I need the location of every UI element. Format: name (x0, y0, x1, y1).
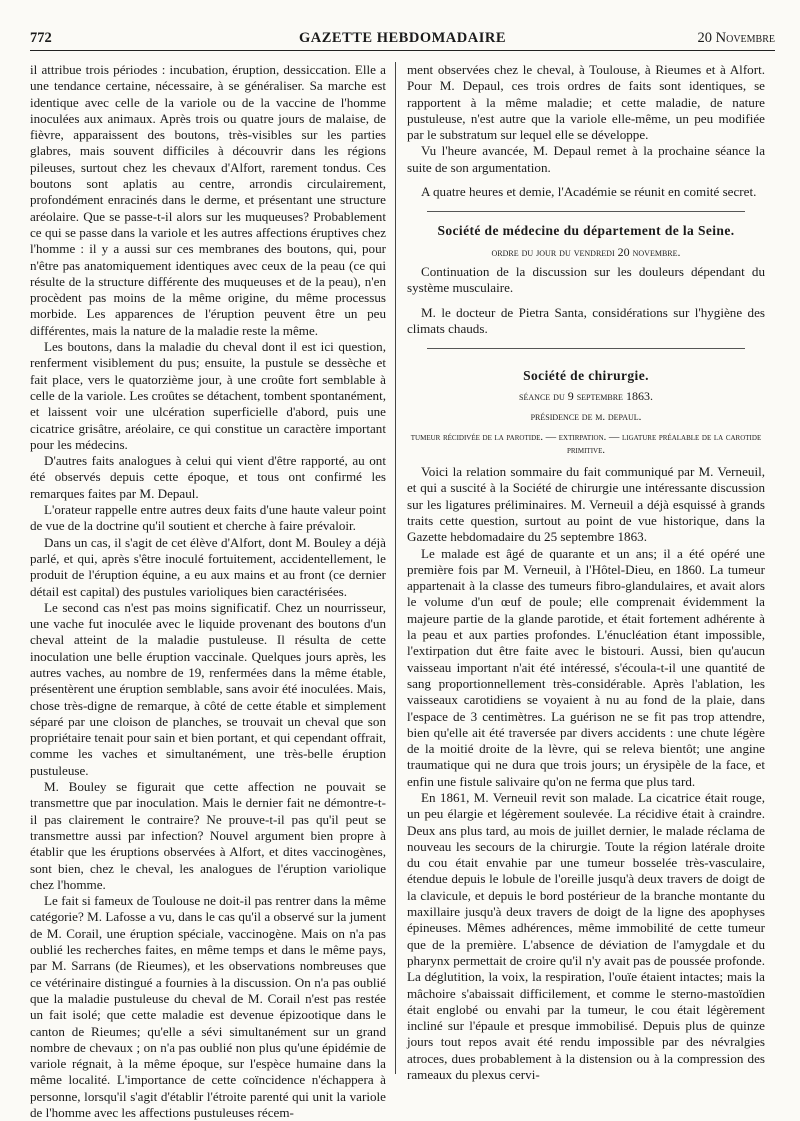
left-column (30, 62, 386, 1120)
paragraph: ment observées chez le cheval, à Toulouse, à Rieumes et à Alfort. Pour M. Depaul, ces trois ordres de faits sont identiques, se rapportent à la même maladie; et cette maladie, de nature pustuleuse, n'est autre que la variole elle-même, un peu modifiée par le substratum sur lequel elle se développe. (407, 62, 765, 143)
page-number: 772 (30, 30, 52, 46)
paragraph: Dans un cas, il s'agit de cet élève d'Alfort, dont M. Bouley a déjà parlé, et qui, après s'être inoculé fortuitement, accidentellement, le produit de l'éruption équine, a eu aux mains et au front (ce dernier détail est capital) des pustules varioliques bien caractérisées. (30, 534, 386, 599)
issue-date: 20 Novembre (697, 30, 775, 46)
paragraph: il attribue trois périodes : incubation, éruption, dessiccation. Elle a une tendance certaine, nécessaire, à se généraliser. Sa marche est identique avec celle de la variole ou de la vaccine de l'homme inoculées aux animaux. Après trois ou quatre jours de malaise, de fièvre, apparaissent des boutons, très-visibles sur les parties glabres, mais souvent difficiles à découvrir dans les régions pileuses, surtout chez les chevaux d'Alfort, rarement tondus. Ces boutons sont aplatis au centre, arrondis circulairement, profondément enracinés dans le derme, et présentant une structure aréolaire. Que se passe-t-il alors sur les muqueuses? Probablement ce qui se passe dans la variole et les autres affections éruptives chez l'homme : il y a aussi sur ces membranes des boutons, qui, pour n'être pas anatomiquement identiques avec ceux de la peau (ce qui résulte de la structure différente des muqueuses et de la peau), n'en procèdent pas moins de la même origine, du même processus morbide. Les apparences de l'éruption peuvent être un peu différentes, mais la nature de la maladie reste la même. (30, 62, 386, 338)
page-header (30, 28, 775, 51)
paragraph: L'orateur rappelle entre autres deux faits d'une haute valeur point de vue de la doctrine qu'il soutient et cherche à faire prévaloir. (30, 502, 386, 534)
paragraph: Vu l'heure avancée, M. Depaul remet à la prochaine séance la suite de son argumentation. (407, 143, 765, 175)
spacer (407, 297, 765, 305)
section-title-medecine: Société de médecine du département de la Seine. (437, 223, 735, 239)
spacer (407, 176, 765, 184)
section-divider (427, 348, 745, 349)
order-of-day-line: ordre du jour du vendredi 20 novembre. (491, 244, 681, 259)
column-divider (395, 62, 396, 1074)
session-line: séance du 9 septembre 1863. (519, 389, 653, 404)
paragraph: En 1861, M. Verneuil revit son malade. La cicatrice était rouge, un peu élargie et légèrement soulevée. La récidive était à craindre. Deux ans plus tard, au mois de juillet dernier, le malade réclama de nouveau les secours de la chirurgie. Toute la région latérale droite du cou était envahie par une tumeur bosselée très-vasculaire, étendue depuis le lobule de l'oreille jusqu'à deux travers de doigt de la clavicule, et depuis le bord postérieur de la branche montante du maxillaire jusqu'à deux travers de doigt de la ligne des apophyses épineuses. Mêmes adhérences, même immobilité de cette tumeur que de la première. L'absence de déviation de l'amygdale et du pharynx permettait de croire qu'il n'y avait pas de poussée profonde. La déglutition, la voix, la respiration, l'ouïe étaient intactes; mais la mâchoire s'abaissait difficilement, et comme le sterno-mastoïdien était englobé ou envahi par la tumeur, le cou était légèrement incliné sur l'épaule et presque immobilisé. Depuis plus de quinze jours tout repos avait été rendu impossible par des névralgies atroces, dues probablement à la distension ou à la compression des rameaux du plexus cervi- (407, 789, 765, 1083)
paragraph: Le second cas n'est pas moins significatif. Chez un nourrisseur, une vache fut inoculée avec le liquide provenant des boutons d'un cheval atteint de la maladie pustuleuse. Il résulta de cette inoculation une belle éruption vaccinale. Quelques jours après, les autres vaches, au nombre de 19, renfermées dans la même étable, présentèrent une éruption semblable, sans avoir été inoculées. Mais, chose très-digne de remarque, à côté de cette étable et simplement séparé par une cloison de planches, se trouvait un cheval que son propriétaire tenait pour sain et bien portant, et qui cependant offrait, comme les vaches et simultanément, une très-belle éruption pustuleuse. (30, 599, 386, 778)
paragraph: M. le docteur de Pietra Santa, considérations sur l'hygiène des climats chauds. (407, 304, 765, 336)
paragraph: Le fait si fameux de Toulouse ne doit-il pas rentrer dans la même catégorie? M. Lafosse a vu, dans le cas qu'il a observé sur la jument de M. Corail, une éruption spéciale, vaccinogène. Mais on n'a pas oublié les recherches faites, en même temps et dans le même pays, par M. Sarrans (de Rieumes), et les observations nombreuses que ce vétérinaire distingué a fournies à la discussion. On n'a pas oublié que la maladie pustuleuse du cheval de M. Corail n'est pas restée un fait isolé; que cette maladie est devenue épizootique dans le canton de Rieumes; qu'elle a sévi simultanément sur un grand nombre de chevaux ; on n'a pas oublié non plus qu'une épidémie de variole régnait, à la même époque, sur l'espèce humaine dans la même localité. L'importance de cette coïncidence n'échappera à personne, lorsqu'il s'agit d'établir l'étroite parenté qui unit la variole de l'homme avec les affections pustuleuses récem- (30, 893, 386, 1120)
subject-line: tumeur récidivée de la parotide. — extirpation. — ligature préalable de la carotide primitive. (410, 432, 762, 457)
paragraph: Voici la relation sommaire du fait communiqué par M. Verneuil, et qui a suscité à la Société de chirurgie une intéressante discussion sur les ligatures préliminaires. M. Verneuil a déjà esquissé à grands traits cette question, surtout au point de vue historique, dans la Gazette hebdomadaire du 25 septembre 1863. (407, 464, 765, 545)
paragraph: D'autres faits analogues à celui qui vient d'être rapporté, au ont été observés depuis cette époque, et tous ont confirmé les remarques faites par M. Depaul. (30, 453, 386, 501)
section-title-chirurgie: Société de chirurgie. (523, 368, 649, 384)
paragraph: A quatre heures et demie, l'Académie se réunit en comité secret. (421, 184, 757, 200)
right-column (407, 62, 765, 1083)
journal-title: GAZETTE HEBDOMADAIRE (299, 30, 506, 46)
paragraph: Continuation de la discussion sur les douleurs dépendant du système musculaire. (407, 263, 765, 296)
spacer (407, 360, 765, 368)
presidency-line: présidence de m. depaul. (530, 410, 642, 423)
section-divider (427, 211, 745, 212)
paragraph: Les boutons, dans la maladie du cheval dont il est ici question, renferment visiblement du pus; ensuite, la pustule se dessèche et fait place, vers le quatorzième jour, à une croûte fort semblable à celle de la variole. Les croûtes se détachent, tombent spontanément, et laissent voir une ulcération superficielle d'abord, puis une cicatrice grisâtre, aréolaire, ce qui constitue un caractère important pour les médecins. (30, 339, 386, 452)
paragraph: Le malade est âgé de quarante et un ans; il a été opéré une première fois par M. Verneuil, à l'Hôtel-Dieu, en 1860. La tumeur appartenait à la classe des tumeurs fibro-glandulaires, et avait alors le volume d'un œuf de poule; elle comprenait évidemment la majeure partie de la glande parotide, et était fortement adhérente à la peau et aux parties profondes. L'énucléation étant impossible, l'extirpation dut être faite avec le bistouri. Aussi, bien qu'aucun vaisseau important n'ait été intéressé, s'écoula-t-il une quantité de sang proportionnellement très-considérable. Après l'ablation, les vaisseaux carotidiens se voyaient à nu au fond de la plaie, dans l'espace de 3 centimètres. La guérison ne se fit pas trop attendre, bien qu'elle ait été traversée par divers accidents : une chute légère de la moitié droite de la lèvre, qui se releva bientôt; une angine traumatique qui ne dura que trois jours; un érysipèle de la face, et enfin une fistule salivaire qu'on ne ferma que plus tard. (407, 545, 765, 789)
paragraph: M. Bouley se figurait que cette affection ne pouvait se transmettre que par inoculation. Mais le dernier fait ne démontre-t-il pas clairement le contraire? Ne prouve-t-il pas qu'il peut se transmettre aussi par infection? Nouvel argument bien propre à établir que les éruptions observées à Alfort, et dites vaccinogènes, sont bien, chez le cheval, les analogues de l'éruption variolique chez l'homme. (30, 779, 386, 892)
